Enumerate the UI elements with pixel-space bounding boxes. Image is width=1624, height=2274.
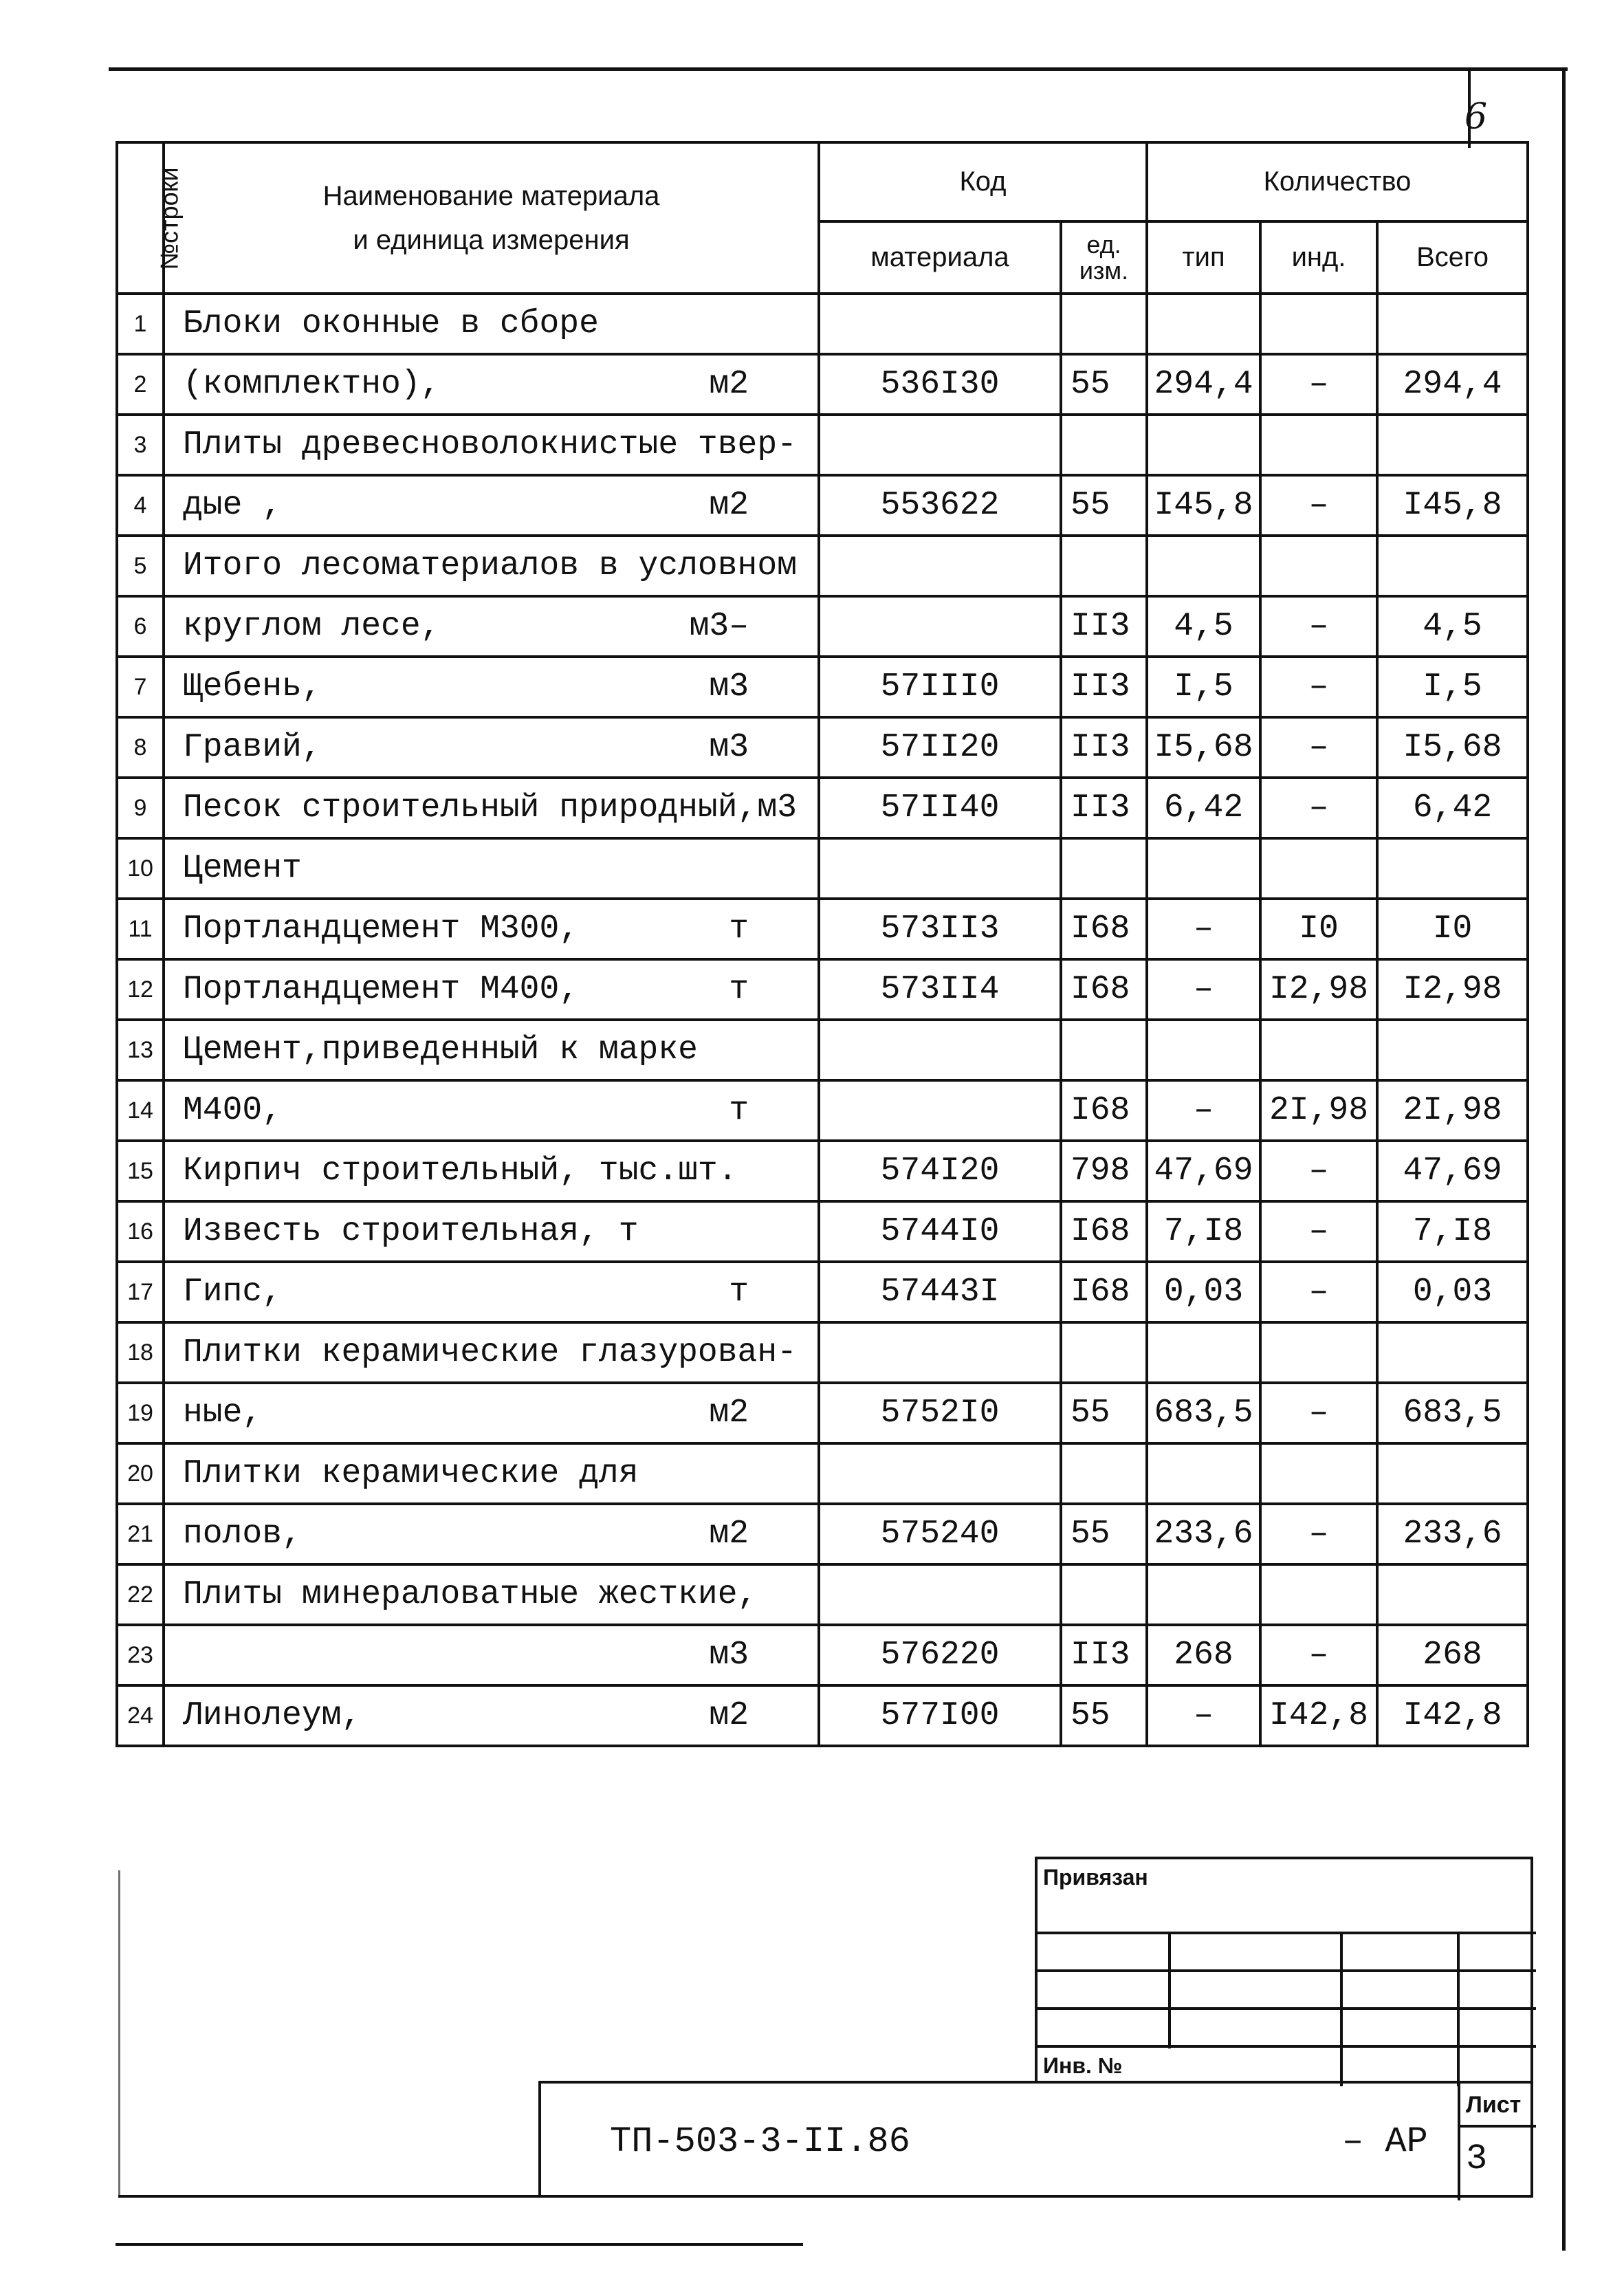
qty-total: 6,42 <box>1377 778 1528 838</box>
material-code: 57443I <box>819 1262 1061 1322</box>
qty-typ: 0,03 <box>1147 1262 1260 1322</box>
qty-ind: – <box>1260 596 1377 657</box>
unit-code: II3 <box>1061 778 1147 838</box>
materials-table <box>116 141 1529 1747</box>
stamp-line <box>1038 2007 1536 2010</box>
table-row <box>117 294 1528 354</box>
row-number: 19 <box>117 1383 164 1443</box>
qty-total: I5,68 <box>1377 717 1528 778</box>
table-row <box>117 1625 1528 1685</box>
stamp-bottom-rule <box>118 2195 538 2198</box>
material-code <box>819 1322 1061 1383</box>
qty-typ <box>1147 838 1260 899</box>
row-number: 22 <box>117 1564 164 1625</box>
row-number: 12 <box>117 959 164 1020</box>
right-border <box>1562 71 1566 2251</box>
doc-code: ТП-503-3-II.86 <box>610 2121 910 2162</box>
material-unit: т <box>729 1092 749 1129</box>
qty-typ: 7,I8 <box>1147 1201 1260 1262</box>
table-row <box>117 1443 1528 1504</box>
material-unit: т <box>729 1273 749 1311</box>
table-row <box>117 536 1528 596</box>
material-name <box>164 1141 819 1201</box>
material-unit: м3 <box>709 1637 749 1674</box>
material-name-text: (комплектно), <box>183 366 441 403</box>
quantity-group-header: Количество <box>1147 142 1528 221</box>
qty-total: 47,69 <box>1377 1141 1528 1201</box>
material-unit: м2 <box>709 1516 749 1553</box>
row-number-header: №строки <box>117 142 164 294</box>
qty-typ: 47,69 <box>1147 1141 1260 1201</box>
row-number: 5 <box>117 536 164 596</box>
row-number: 11 <box>117 899 164 959</box>
material-name-text: дые , <box>183 487 283 524</box>
material-name <box>164 778 819 838</box>
unit-code: 55 <box>1061 1504 1147 1564</box>
material-name-text: Кирпич строительный, тыс.шт. <box>183 1152 738 1190</box>
qty-ind: I0 <box>1260 899 1377 959</box>
qty-ind-header: инд. <box>1260 221 1377 294</box>
material-code <box>819 294 1061 354</box>
code-material-header: материала <box>819 221 1061 294</box>
material-name <box>164 1625 819 1685</box>
table-row <box>117 354 1528 415</box>
qty-total <box>1377 415 1528 475</box>
row-number: 10 <box>117 838 164 899</box>
unit-code <box>1061 1564 1147 1625</box>
row-number: 9 <box>117 778 164 838</box>
qty-ind: – <box>1260 1383 1377 1443</box>
sheet-mark: 6 <box>1464 96 1488 138</box>
material-code: 573II3 <box>819 899 1061 959</box>
qty-ind <box>1260 1564 1377 1625</box>
material-unit: м2 <box>709 366 749 403</box>
material-code <box>819 415 1061 475</box>
qty-ind: – <box>1260 717 1377 778</box>
row-number: 21 <box>117 1504 164 1564</box>
material-name-text: Цемент <box>183 850 302 887</box>
inv-no-label: Инв. № <box>1043 2053 1123 2078</box>
unit-code: I68 <box>1061 1262 1147 1322</box>
qty-typ: – <box>1147 1685 1260 1746</box>
unit-code: 798 <box>1061 1141 1147 1201</box>
qty-typ: I5,68 <box>1147 717 1260 778</box>
material-code <box>819 596 1061 657</box>
table-row <box>117 1201 1528 1262</box>
table-row <box>117 899 1528 959</box>
unit-code <box>1061 415 1147 475</box>
qty-typ: 233,6 <box>1147 1504 1260 1564</box>
material-unit: т <box>729 910 749 948</box>
qty-typ: – <box>1147 899 1260 959</box>
qty-total <box>1377 536 1528 596</box>
material-name <box>164 657 819 717</box>
material-name-text: Цемент,приведенный к марке <box>183 1031 698 1069</box>
material-name <box>164 596 819 657</box>
qty-ind: – <box>1260 778 1377 838</box>
qty-total <box>1377 1443 1528 1504</box>
unit-code <box>1061 838 1147 899</box>
qty-total-header: Всего <box>1377 221 1528 294</box>
qty-ind <box>1260 1443 1377 1504</box>
qty-ind: – <box>1260 657 1377 717</box>
row-number: 24 <box>117 1685 164 1746</box>
table-row <box>117 415 1528 475</box>
qty-ind <box>1260 536 1377 596</box>
row-number: 4 <box>117 475 164 536</box>
unit-code: II3 <box>1061 1625 1147 1685</box>
qty-typ <box>1147 536 1260 596</box>
stamp-line <box>1038 1969 1536 1972</box>
material-name <box>164 1443 819 1504</box>
stamp-line <box>1038 1932 1536 1934</box>
row-number: 8 <box>117 717 164 778</box>
qty-typ <box>1147 415 1260 475</box>
material-name <box>164 294 819 354</box>
material-code: 57II20 <box>819 717 1061 778</box>
qty-typ: 268 <box>1147 1625 1260 1685</box>
material-name <box>164 1020 819 1080</box>
qty-total: 7,I8 <box>1377 1201 1528 1262</box>
table-row <box>117 838 1528 899</box>
unit-code: 55 <box>1061 475 1147 536</box>
material-code <box>819 536 1061 596</box>
qty-ind: – <box>1260 1201 1377 1262</box>
unit-code <box>1061 294 1147 354</box>
qty-total <box>1377 1020 1528 1080</box>
material-name <box>164 838 819 899</box>
qty-total <box>1377 294 1528 354</box>
qty-typ <box>1147 1322 1260 1383</box>
row-number: 14 <box>117 1080 164 1141</box>
top-rule <box>109 67 1568 71</box>
row-number: 13 <box>117 1020 164 1080</box>
material-code: 57II40 <box>819 778 1061 838</box>
sheet-label: Лист <box>1466 2092 1522 2118</box>
row-number: 3 <box>117 415 164 475</box>
privyazan-box <box>1035 1857 1533 2084</box>
material-unit: м3– <box>689 608 749 645</box>
row-number: 1 <box>117 294 164 354</box>
qty-typ: 4,5 <box>1147 596 1260 657</box>
qty-total: 2I,98 <box>1377 1080 1528 1141</box>
qty-total: 0,03 <box>1377 1262 1528 1322</box>
stamp-line <box>1340 1932 1343 2086</box>
material-name <box>164 1504 819 1564</box>
material-code: 536I30 <box>819 354 1061 415</box>
material-unit: м2 <box>709 1697 749 1734</box>
doc-title-box <box>538 2081 1533 2198</box>
qty-total <box>1377 1564 1528 1625</box>
stamp-line <box>1458 2084 1460 2200</box>
material-unit: м2 <box>709 487 749 524</box>
stamp-line <box>1168 1932 1171 2048</box>
privyazan-label: Привязан <box>1043 1865 1148 1890</box>
unit-code: 55 <box>1061 354 1147 415</box>
table-row <box>117 1020 1528 1080</box>
unit-code <box>1061 536 1147 596</box>
table-row <box>117 1383 1528 1443</box>
unit-code <box>1061 1322 1147 1383</box>
qty-total: 4,5 <box>1377 596 1528 657</box>
qty-ind: 2I,98 <box>1260 1080 1377 1141</box>
qty-ind: – <box>1260 1625 1377 1685</box>
material-name-text: Щебень, <box>183 668 322 706</box>
qty-total: 268 <box>1377 1625 1528 1685</box>
material-name-text: Плитки керамические глазурован- <box>183 1334 797 1371</box>
material-code <box>819 838 1061 899</box>
qty-total: I,5 <box>1377 657 1528 717</box>
qty-ind: I2,98 <box>1260 959 1377 1020</box>
qty-ind <box>1260 294 1377 354</box>
material-name <box>164 1685 819 1746</box>
table-row <box>117 1564 1528 1625</box>
material-name-text: полов, <box>183 1516 302 1553</box>
material-code: 5752I0 <box>819 1383 1061 1443</box>
doc-suffix: – АР <box>1342 2121 1428 2162</box>
qty-typ: 294,4 <box>1147 354 1260 415</box>
row-number: 6 <box>117 596 164 657</box>
qty-ind <box>1260 838 1377 899</box>
row-number: 18 <box>117 1322 164 1383</box>
row-number: 15 <box>117 1141 164 1201</box>
qty-typ <box>1147 1020 1260 1080</box>
material-name-text: Песок строительный природный,м3 <box>183 789 797 827</box>
table-row <box>117 596 1528 657</box>
material-name-text: Гипс, <box>183 1273 283 1311</box>
qty-total: 294,4 <box>1377 354 1528 415</box>
unit-code: II3 <box>1061 596 1147 657</box>
unit-code: II3 <box>1061 717 1147 778</box>
material-name <box>164 1322 819 1383</box>
material-code: 574I20 <box>819 1141 1061 1201</box>
unit-code-header: ед. изм. <box>1061 221 1147 294</box>
material-name <box>164 1564 819 1625</box>
unit-code: I68 <box>1061 899 1147 959</box>
table-row <box>117 1080 1528 1141</box>
qty-ind: – <box>1260 354 1377 415</box>
material-code: 57III0 <box>819 657 1061 717</box>
qty-typ <box>1147 1443 1260 1504</box>
qty-typ: – <box>1147 959 1260 1020</box>
material-name-text: М400, <box>183 1092 283 1129</box>
material-name-text: Плиты минераловатные жесткие, <box>183 1576 758 1613</box>
row-number: 20 <box>117 1443 164 1504</box>
stamp-line <box>1038 2045 1536 2048</box>
material-code: 577I00 <box>819 1685 1061 1746</box>
table-row <box>117 1322 1528 1383</box>
material-name <box>164 1080 819 1141</box>
row-number: 2 <box>117 354 164 415</box>
qty-ind <box>1260 415 1377 475</box>
table-row <box>117 1262 1528 1322</box>
material-code <box>819 1564 1061 1625</box>
material-code <box>819 1443 1061 1504</box>
table-row <box>117 1685 1528 1746</box>
material-name <box>164 1262 819 1322</box>
material-name-text: Плитки керамические для <box>183 1455 639 1492</box>
table-row <box>117 778 1528 838</box>
stamp-line <box>1458 2125 1536 2128</box>
material-name <box>164 1201 819 1262</box>
material-name-text: Известь строительная, т <box>183 1213 639 1250</box>
qty-ind <box>1260 1020 1377 1080</box>
qty-ind: – <box>1260 1504 1377 1564</box>
qty-ind: – <box>1260 1262 1377 1322</box>
unit-code: I68 <box>1061 959 1147 1020</box>
row-number: 23 <box>117 1625 164 1685</box>
sheet-number: 3 <box>1466 2139 1488 2179</box>
material-code: 5744I0 <box>819 1201 1061 1262</box>
material-name <box>164 536 819 596</box>
table-row <box>117 657 1528 717</box>
table-row <box>117 475 1528 536</box>
qty-typ: – <box>1147 1080 1260 1141</box>
material-name <box>164 1383 819 1443</box>
material-name <box>164 354 819 415</box>
material-name-text: круглом лесе, <box>183 608 441 645</box>
material-name-text: Блоки оконные в сборе <box>183 305 599 342</box>
table-row <box>117 1504 1528 1564</box>
material-name-text: Линолеум, <box>183 1697 362 1734</box>
unit-code: I68 <box>1061 1080 1147 1141</box>
unit-code: 55 <box>1061 1685 1147 1746</box>
material-unit: м2 <box>709 1395 749 1432</box>
qty-typ: I,5 <box>1147 657 1260 717</box>
material-unit: м3 <box>709 668 749 706</box>
unit-code: 55 <box>1061 1383 1147 1443</box>
material-name-text: Плиты древесноволокнистые твер- <box>183 426 797 463</box>
material-name-text: ные, <box>183 1395 263 1432</box>
unit-code: I68 <box>1061 1201 1147 1262</box>
material-code <box>819 1080 1061 1141</box>
row-number: 16 <box>117 1201 164 1262</box>
material-code: 573II4 <box>819 959 1061 1020</box>
material-unit: м3 <box>709 729 749 766</box>
qty-ind <box>1260 1322 1377 1383</box>
unit-code <box>1061 1020 1147 1080</box>
qty-typ <box>1147 294 1260 354</box>
table-row <box>117 1141 1528 1201</box>
material-code: 553622 <box>819 475 1061 536</box>
qty-total <box>1377 838 1528 899</box>
qty-typ: 683,5 <box>1147 1383 1260 1443</box>
material-unit: т <box>729 971 749 1008</box>
qty-typ-header: тип <box>1147 221 1260 294</box>
material-name-text: Итого лесоматериалов в условном <box>183 547 797 584</box>
bottom-rule <box>116 2243 803 2246</box>
row-number: 7 <box>117 657 164 717</box>
material-code: 575240 <box>819 1504 1061 1564</box>
qty-typ <box>1147 1564 1260 1625</box>
material-name <box>164 717 819 778</box>
unit-code <box>1061 1443 1147 1504</box>
qty-typ: I45,8 <box>1147 475 1260 536</box>
material-name-text: Портландцемент М300, <box>183 910 580 948</box>
table-row <box>117 959 1528 1020</box>
material-name-text: Гравий, <box>183 729 322 766</box>
qty-total: I42,8 <box>1377 1685 1528 1746</box>
material-name <box>164 959 819 1020</box>
material-code <box>819 1020 1061 1080</box>
material-code: 576220 <box>819 1625 1061 1685</box>
qty-ind: – <box>1260 475 1377 536</box>
qty-total: 683,5 <box>1377 1383 1528 1443</box>
qty-total: 233,6 <box>1377 1504 1528 1564</box>
stamp-left-edge <box>118 1870 120 2198</box>
qty-total <box>1377 1322 1528 1383</box>
material-name-text: Портландцемент М400, <box>183 971 580 1008</box>
name-header: Наименование материала и единица измерения <box>164 142 819 294</box>
qty-total: I2,98 <box>1377 959 1528 1020</box>
qty-total: I0 <box>1377 899 1528 959</box>
qty-ind: – <box>1260 1141 1377 1201</box>
unit-code: II3 <box>1061 657 1147 717</box>
code-group-header: Код <box>819 142 1147 221</box>
material-name <box>164 899 819 959</box>
material-name <box>164 475 819 536</box>
stamp-line <box>1457 1932 1460 2086</box>
row-number: 17 <box>117 1262 164 1322</box>
qty-total: I45,8 <box>1377 475 1528 536</box>
material-name <box>164 415 819 475</box>
table-row <box>117 717 1528 778</box>
qty-typ: 6,42 <box>1147 778 1260 838</box>
qty-ind: I42,8 <box>1260 1685 1377 1746</box>
